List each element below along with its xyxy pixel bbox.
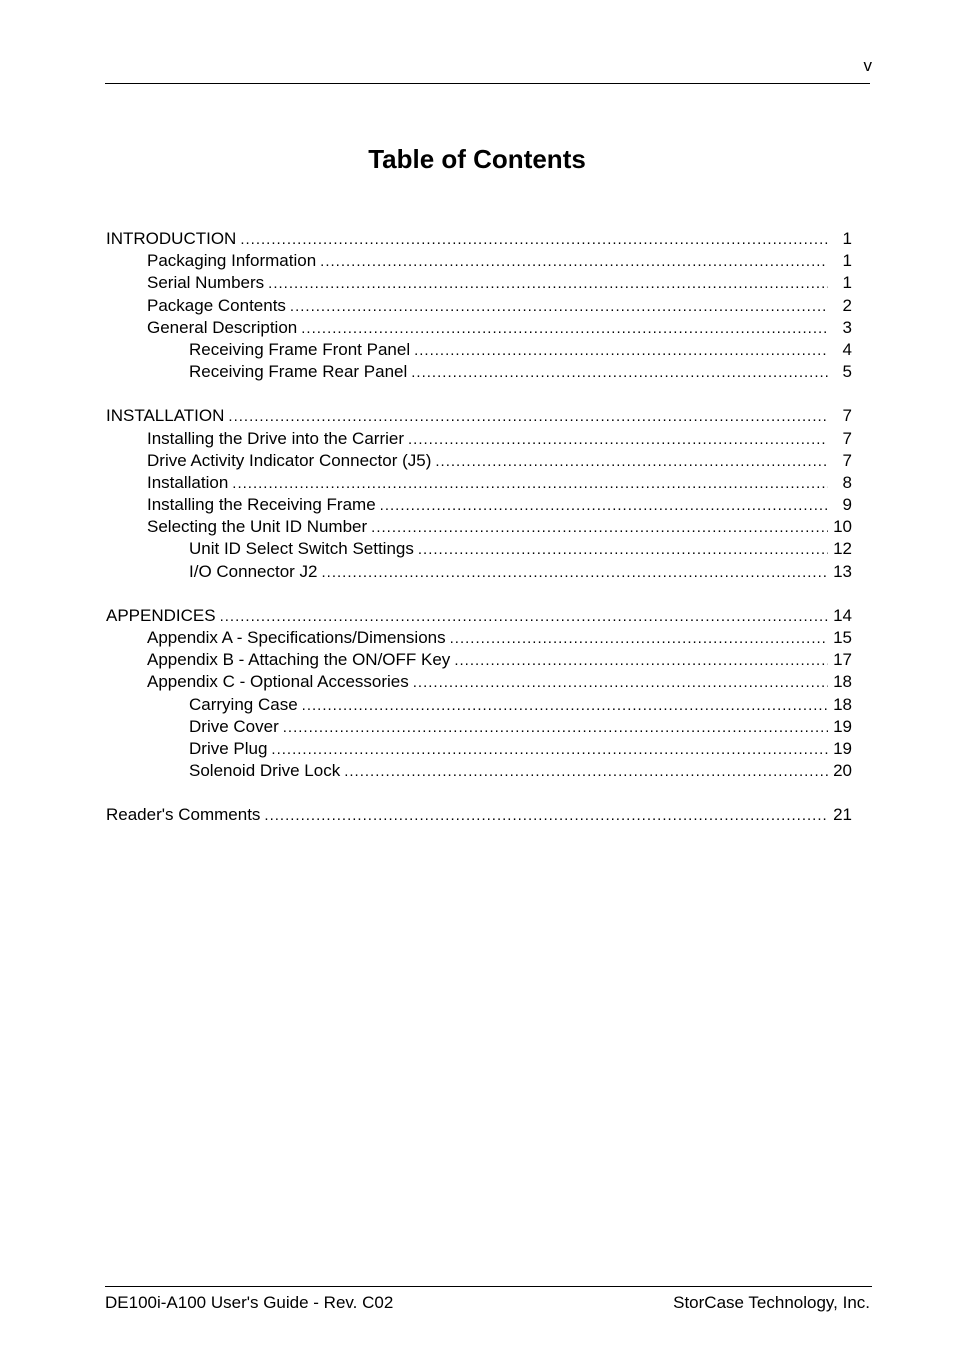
footer-company: StorCase Technology, Inc.	[673, 1293, 870, 1312]
toc-entry-page: 13	[833, 561, 852, 581]
toc-dot-leader	[380, 495, 828, 517]
toc-entry-page: 7	[842, 450, 852, 470]
toc-entry-page: 1	[842, 251, 852, 271]
toc-dot-leader	[240, 229, 828, 251]
toc-entry-page: 8	[842, 472, 852, 492]
toc-entry-label: Drive Activity Indicator Connector (J5)	[147, 450, 432, 470]
toc-dot-leader	[232, 473, 828, 495]
toc-dot-leader	[302, 695, 828, 717]
toc-dot-leader	[322, 562, 828, 584]
toc-entry-page: 1	[842, 229, 852, 248]
toc-dot-leader	[344, 761, 828, 783]
toc-dot-leader	[411, 362, 828, 384]
toc-dot-leader	[435, 451, 828, 473]
toc-entry-page: 7	[842, 428, 852, 448]
toc-dot-leader	[454, 650, 828, 672]
toc-entry[interactable]	[106, 760, 852, 782]
toc-entry-page: 4	[842, 339, 852, 359]
toc-entry-label: Drive Plug	[189, 738, 268, 758]
toc-dot-leader	[271, 739, 828, 761]
toc-dot-leader	[413, 672, 828, 694]
toc-entry-label: Solenoid Drive Lock	[189, 761, 341, 781]
toc-entry-label: Drive Cover	[189, 716, 279, 736]
toc-entry-page: 14	[833, 605, 852, 625]
toc-entry-page: 19	[833, 716, 852, 736]
toc-entry[interactable]	[106, 250, 852, 272]
toc-entry-label: Receiving Frame Rear Panel	[189, 362, 408, 382]
toc-entry-page: 2	[842, 295, 852, 315]
toc-entry-label: Appendix A - Specifications/Dimensions	[147, 628, 446, 647]
toc-entry-label: Receiving Frame Front Panel	[189, 339, 411, 359]
toc-entry-page: 12	[833, 539, 852, 559]
toc-dot-leader	[220, 606, 828, 628]
toc-entry[interactable]	[106, 804, 852, 826]
toc-dot-leader	[450, 628, 828, 650]
toc-entry-page: 19	[833, 738, 852, 758]
toc-entry[interactable]	[106, 649, 852, 671]
toc-entry-label: I/O Connector J2	[189, 561, 318, 581]
toc-dot-leader	[228, 406, 828, 428]
toc-dot-leader	[371, 517, 828, 539]
page-title: Table of Contents	[368, 144, 586, 174]
toc-entry-label: INSTALLATION	[106, 406, 225, 426]
toc-entry[interactable]	[106, 428, 852, 450]
footer-document-title: DE100i-A100 User's Guide - Rev. C02	[105, 1293, 394, 1312]
toc-section	[106, 605, 852, 783]
toc-entry[interactable]	[106, 716, 852, 738]
toc-entry[interactable]	[106, 228, 852, 250]
toc-entry-page: 20	[833, 761, 852, 781]
toc-section	[106, 405, 852, 583]
toc-entry-label: Installation	[147, 472, 229, 492]
toc-entry-page: 10	[833, 517, 852, 537]
table-of-contents	[106, 228, 852, 849]
toc-entry-label: Installing the Drive into the Carrier	[147, 428, 405, 448]
toc-dot-leader	[408, 429, 828, 451]
toc-entry[interactable]	[106, 361, 852, 383]
toc-entry-label: Appendix B - Attaching the ON/OFF Key	[147, 650, 451, 670]
toc-entry[interactable]	[106, 605, 852, 627]
toc-entry-label: Package Contents	[147, 295, 286, 315]
toc-entry-page: 17	[833, 650, 852, 670]
toc-entry[interactable]	[106, 671, 852, 693]
toc-dot-leader	[264, 805, 828, 827]
toc-entry-label: Packaging Information	[147, 251, 317, 271]
header-rule	[105, 83, 870, 84]
toc-entry-label: Carrying Case	[189, 694, 298, 714]
toc-entry[interactable]	[106, 516, 852, 538]
toc-entry-page: 7	[842, 406, 852, 426]
toc-entry-label: General Description	[147, 317, 298, 337]
toc-entry[interactable]	[106, 561, 852, 583]
toc-entry[interactable]	[106, 494, 852, 516]
toc-entry[interactable]	[106, 472, 852, 494]
toc-entry[interactable]	[106, 405, 852, 427]
toc-entry[interactable]	[106, 627, 852, 649]
toc-entry-page: 18	[833, 672, 852, 692]
toc-entry-label: APPENDICES	[106, 605, 216, 625]
page-number: v	[863, 56, 872, 75]
toc-entry-label: Serial Numbers	[147, 273, 265, 293]
toc-dot-leader	[268, 273, 828, 295]
toc-entry[interactable]	[106, 738, 852, 760]
footer-rule	[105, 1286, 872, 1287]
toc-entry-page: 9	[842, 495, 852, 515]
toc-entry[interactable]	[106, 295, 852, 317]
toc-entry-page: 21	[833, 805, 852, 825]
toc-dot-leader	[418, 539, 828, 561]
toc-section	[106, 228, 852, 383]
toc-entry-label: Selecting the Unit ID Number	[147, 517, 368, 537]
toc-entry[interactable]	[106, 272, 852, 294]
toc-entry-label: Appendix C - Optional Accessories	[147, 672, 409, 692]
toc-dot-leader	[301, 318, 828, 340]
toc-entry-page: 5	[842, 362, 852, 382]
toc-section	[106, 804, 852, 826]
toc-entry-label: Unit ID Select Switch Settings	[189, 539, 414, 559]
toc-entry[interactable]	[106, 694, 852, 716]
toc-entry-label: Reader's Comments	[106, 805, 261, 825]
toc-entry-label: Installing the Receiving Frame	[147, 495, 376, 515]
toc-dot-leader	[320, 251, 828, 273]
toc-entry-label: INTRODUCTION	[106, 229, 237, 248]
toc-dot-leader	[290, 296, 828, 318]
toc-entry[interactable]	[106, 317, 852, 339]
toc-entry-page: 18	[833, 694, 852, 714]
toc-entry-page: 15	[833, 628, 852, 647]
toc-entry-page: 3	[842, 317, 852, 337]
toc-entry[interactable]	[106, 450, 852, 472]
toc-dot-leader	[414, 340, 828, 362]
toc-entry-page: 1	[842, 273, 852, 293]
toc-entry[interactable]	[106, 339, 852, 361]
toc-dot-leader	[283, 717, 828, 739]
toc-entry[interactable]	[106, 538, 852, 560]
